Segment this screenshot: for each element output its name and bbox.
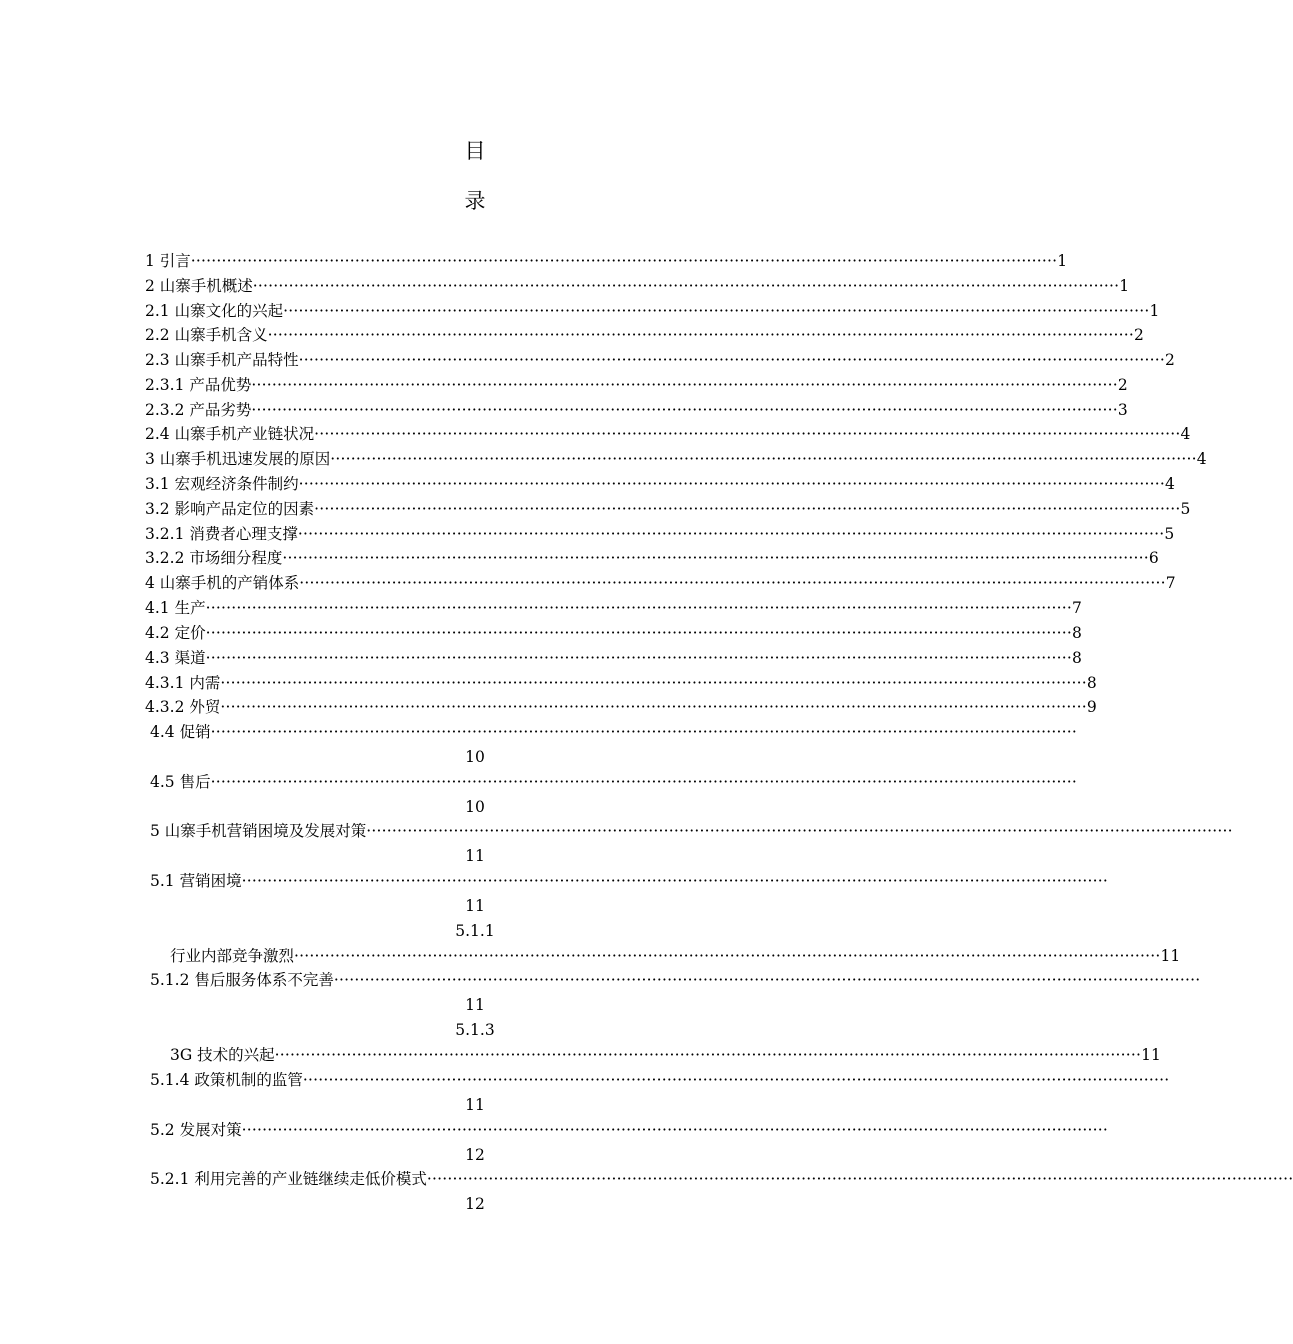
toc-entry-label: 4.3.2 外贸 xyxy=(145,698,221,716)
toc-entry-label: 5.2.1 利用完善的产业链继续走低价模式 xyxy=(150,1170,427,1188)
toc-title-char-2: 录 xyxy=(464,189,486,213)
toc-entry[interactable] xyxy=(150,1068,1170,1092)
toc-leader-dots: ········································································································································································· xyxy=(251,401,1118,419)
toc-leader-dots: ········································································································································································· xyxy=(220,674,1087,692)
toc-entry[interactable] xyxy=(145,447,1207,471)
toc-leader-dots: ········································································································································································· xyxy=(426,1170,1293,1188)
toc-entry-page: 12 xyxy=(465,1195,485,1213)
toc-entry-page: 11 xyxy=(465,996,485,1014)
toc-entry[interactable] xyxy=(145,274,1130,298)
toc-entry-page: 3 xyxy=(1117,401,1128,419)
toc-entry-page: 11 xyxy=(465,897,485,915)
toc-entry[interactable] xyxy=(150,720,1078,744)
toc-entry[interactable] xyxy=(145,422,1191,446)
toc-entry-label: 4.5 售后 xyxy=(150,773,211,791)
toc-entry-label: 3.1 宏观经济条件制约 xyxy=(145,475,299,493)
toc-entry-page: 8 xyxy=(1072,649,1082,667)
toc-entry-page: 1 xyxy=(1149,302,1160,320)
toc-entry-label: 5.1.4 政策机制的监管 xyxy=(150,1071,303,1089)
toc-entry[interactable] xyxy=(145,348,1175,372)
toc-entry-label: 3.2.2 市场细分程度 xyxy=(145,549,283,567)
toc-leader-dots: ········································································································································································· xyxy=(267,326,1135,344)
toc-entry[interactable] xyxy=(145,522,1175,546)
toc-leader-dots: ········································································································································································· xyxy=(366,822,1233,840)
toc-leader-dots: ········································································································································································· xyxy=(274,1046,1142,1064)
toc-entry-label: 5.1 营销困境 xyxy=(150,872,242,890)
toc-entry-page: 7 xyxy=(1165,574,1176,592)
toc-leader-dots: ········································································································································································· xyxy=(251,376,1118,394)
toc-entry-page: 4 xyxy=(1196,450,1207,468)
toc-entry-page: 6 xyxy=(1148,549,1159,567)
toc-entry-label: 4.3.1 内需 xyxy=(145,674,221,692)
toc-entry-page: 12 xyxy=(465,1146,485,1164)
toc-entry-page: 2 xyxy=(1165,351,1175,369)
toc-entry-label: 2.4 山寨手机产业链状况 xyxy=(145,425,315,443)
toc-leader-dots: ········································································································································································· xyxy=(190,252,1058,270)
toc-entry-label: 4.4 促销 xyxy=(150,723,211,741)
toc-entry[interactable] xyxy=(170,944,1181,968)
toc-leader-dots: ········································································································································································· xyxy=(210,723,1078,741)
toc-entry[interactable] xyxy=(145,497,1191,521)
toc-entry-page: 10 xyxy=(465,798,485,816)
toc-entry-page: 10 xyxy=(465,748,485,766)
toc-entry-number: 5.1.3 xyxy=(455,1021,495,1039)
toc-leader-dots: ········································································································································································· xyxy=(298,475,1166,493)
toc-entry-page: 4 xyxy=(1165,475,1175,493)
toc-entry-page: 8 xyxy=(1086,674,1097,692)
toc-entry-page: 11 xyxy=(465,847,485,865)
toc-entry[interactable] xyxy=(145,472,1175,496)
toc-leader-dots: ········································································································································································· xyxy=(298,351,1166,369)
toc-entry-page: 2 xyxy=(1117,376,1128,394)
toc-leader-dots: ········································································································································································· xyxy=(252,277,1120,295)
toc-leader-dots: ········································································································································································· xyxy=(283,302,1150,320)
toc-leader-dots: ········································································································································································· xyxy=(299,574,1166,592)
toc-entry[interactable] xyxy=(150,1118,1109,1142)
toc-leader-dots: ········································································································································································· xyxy=(330,450,1197,468)
toc-leader-dots: ········································································································································································· xyxy=(205,649,1073,667)
toc-entry-page: 7 xyxy=(1072,599,1082,617)
toc-leader-dots: ········································································································································································· xyxy=(210,773,1078,791)
toc-entry-label: 4 山寨手机的产销体系 xyxy=(145,574,300,592)
toc-entry-page: 5 xyxy=(1164,525,1175,543)
toc-entry-label: 5.2 发展对策 xyxy=(150,1121,242,1139)
toc-leader-dots: ········································································································································································· xyxy=(302,1071,1170,1089)
toc-entry-page: 1 xyxy=(1057,252,1068,270)
toc-leader-dots: ········································································································································································· xyxy=(205,624,1073,642)
toc-entry-label: 3G 技术的兴起 xyxy=(170,1046,275,1064)
toc-entry-number: 5.1.1 xyxy=(455,922,495,940)
toc-entry[interactable] xyxy=(150,869,1109,893)
toc-entry-label: 4.3 渠道 xyxy=(145,649,206,667)
toc-entry-label: 4.2 定价 xyxy=(145,624,206,642)
toc-leader-dots: ········································································································································································· xyxy=(297,525,1165,543)
toc-entry-label: 1 引言 xyxy=(145,252,191,270)
toc-entry-label: 2.2 山寨手机含义 xyxy=(145,326,268,344)
toc-leader-dots: ········································································································································································· xyxy=(314,500,1181,518)
toc-leader-dots: ········································································································································································· xyxy=(333,971,1201,989)
toc-entry[interactable] xyxy=(145,299,1160,323)
toc-entry[interactable] xyxy=(145,621,1082,645)
toc-entry-page: 8 xyxy=(1072,624,1082,642)
toc-entry[interactable] xyxy=(150,1167,1293,1191)
toc-entry[interactable] xyxy=(145,671,1097,695)
toc-entry-label: 4.1 生产 xyxy=(145,599,206,617)
toc-entry[interactable] xyxy=(145,398,1128,422)
toc-leader-dots: ········································································································································································· xyxy=(241,872,1109,890)
toc-leader-dots: ········································································································································································· xyxy=(282,549,1149,567)
toc-leader-dots: ········································································································································································· xyxy=(314,425,1181,443)
toc-entry[interactable] xyxy=(145,695,1097,719)
toc-leader-dots: ········································································································································································· xyxy=(241,1121,1109,1139)
toc-entry-label: 5.1.2 售后服务体系不完善 xyxy=(150,971,334,989)
toc-entry-label: 2.3.1 产品优势 xyxy=(145,376,252,394)
toc-entry-page: 2 xyxy=(1134,326,1144,344)
toc-entry-page: 11 xyxy=(1160,947,1181,965)
toc-entry-label: 3.2 影响产品定位的因素 xyxy=(145,500,315,518)
toc-leader-dots: ········································································································································································· xyxy=(220,698,1087,716)
toc-title-char-1: 目 xyxy=(464,139,486,163)
toc-entry-label: 3.2.1 消费者心理支撑 xyxy=(145,525,298,543)
toc-entry[interactable] xyxy=(145,373,1128,397)
toc-entry-label: 2.3.2 产品劣势 xyxy=(145,401,252,419)
toc-leader-dots: ········································································································································································· xyxy=(294,947,1161,965)
toc-entry-label: 3 山寨手机迅速发展的原因 xyxy=(145,450,331,468)
toc-entry[interactable] xyxy=(145,546,1159,570)
toc-entry[interactable] xyxy=(145,646,1082,670)
toc-entry[interactable] xyxy=(150,770,1078,794)
toc-entry-label: 2 山寨手机概述 xyxy=(145,277,253,295)
toc-entry-page: 11 xyxy=(465,1096,485,1114)
toc-entry[interactable] xyxy=(150,968,1201,992)
toc-entry[interactable] xyxy=(150,819,1233,843)
toc-entry[interactable] xyxy=(145,323,1144,347)
toc-entry-label: 行业内部竞争激烈 xyxy=(170,947,295,965)
toc-entry[interactable] xyxy=(145,249,1068,273)
toc-entry-label: 2.1 山寨文化的兴起 xyxy=(145,302,284,320)
toc-entry-label: 5 山寨手机营销困境及发展对策 xyxy=(150,822,367,840)
toc-entry-page: 9 xyxy=(1086,698,1097,716)
toc-entry[interactable] xyxy=(170,1043,1161,1067)
toc-entry-page: 11 xyxy=(1141,1046,1161,1064)
toc-entry-page: 4 xyxy=(1180,425,1191,443)
toc-entry[interactable] xyxy=(145,596,1082,620)
toc-entry-label: 2.3 山寨手机产品特性 xyxy=(145,351,299,369)
toc-entry[interactable] xyxy=(145,571,1176,595)
toc-entry-page: 5 xyxy=(1180,500,1191,518)
toc-entry-page: 1 xyxy=(1119,277,1130,295)
toc-leader-dots: ········································································································································································· xyxy=(205,599,1073,617)
